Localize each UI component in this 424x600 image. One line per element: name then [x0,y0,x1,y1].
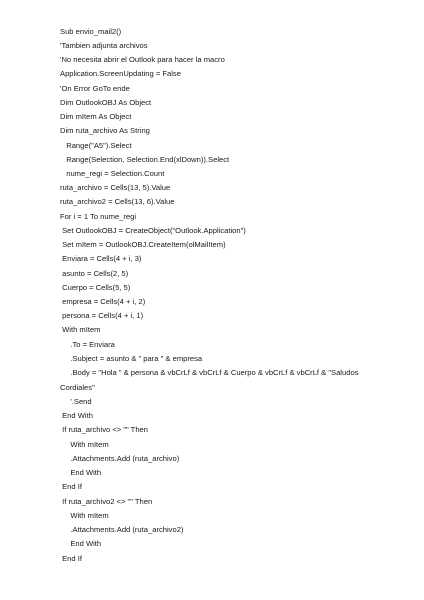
code-line: '.Send [64,397,92,406]
code-line: Dim ruta_archivo As String [60,126,150,135]
code-line: If ruta_archivo <> "" Then [60,425,148,434]
code-line: Set mItem = OutlookOBJ.CreateItem(olMailItem) [60,240,226,249]
code-line: End With [60,411,93,420]
code-line: Range("A5").Select [62,141,132,150]
code-line: Sub envio_mail2() [60,27,122,36]
code-line: asunto = Cells(2, 5) [60,269,129,278]
code-line: Cuerpo = Cells(5, 5) [60,283,131,292]
code-line: 'Tambien adjunta archivos [60,41,148,50]
code-line: Dim OutlookOBJ As Object [60,98,152,107]
code-line: empresa = Cells(4 + i, 2) [60,297,146,306]
code-line: .Attachments.Add (ruta_archivo) [64,454,180,463]
code-line: ruta_archivo = Cells(13, 5).Value [60,183,171,192]
code-line: Enviara = Cells(4 + i, 3) [60,254,142,263]
code-line: Application.ScreenUpdating = False [60,69,181,78]
code-line: Dim mItem As Object [60,112,132,121]
code-line: 'On Error GoTo ende [60,84,130,93]
code-line: With mItem [60,325,101,334]
code-line: nume_regi = Selection.Count [62,169,165,178]
code-line: End With [64,539,102,548]
code-line: Range(Selection, Selection.End(xlDown)).Select [62,155,230,164]
code-line: If ruta_archivo2 <> "" Then [60,497,153,506]
code-line: For i = 1 To nume_regi [60,212,137,221]
code-line: End With [64,468,102,477]
code-line: .Subject = asunto & " para " & empresa [64,354,203,363]
code-line: End If [60,554,82,563]
code-line: With mItem [64,440,109,449]
code-line: .Attachments.Add (ruta_archivo2) [64,525,184,534]
code-line: Cordiales" [60,383,95,392]
code-line: With mItem [64,511,109,520]
code-line: 'No necesita abrir el Outlook para hacer la macro [60,55,225,64]
code-line: .To = Enviara [64,340,115,349]
code-line: .Body = "Hola " & persona & vbCrLf & vbCrLf & Cuerpo & vbCrLf & vbCrLf & "Saludos [64,368,359,377]
code-line: ruta_archivo2 = Cells(13, 6).Value [60,197,175,206]
code-line: End If [60,482,82,491]
code-line: Set OutlookOBJ = CreateObject("Outlook.Application") [60,226,246,235]
code-line: persona = Cells(4 + i, 1) [60,311,144,320]
